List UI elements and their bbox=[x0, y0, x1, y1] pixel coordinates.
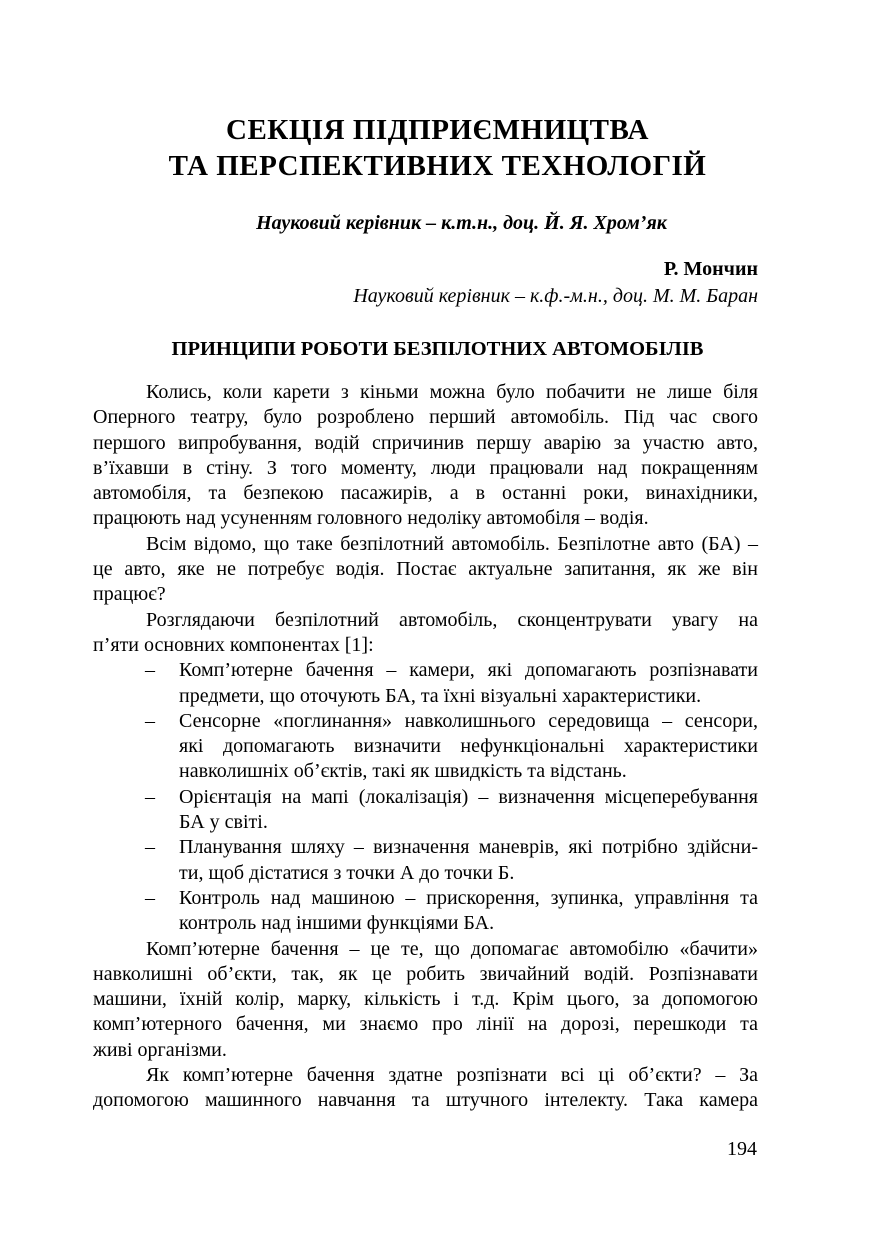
dash-bullet-marker: – bbox=[145, 886, 155, 909]
list-item-line: навколишніх об’єктів, такі як швидкість та відстань. bbox=[179, 760, 627, 783]
dash-bullet-marker: – bbox=[145, 836, 155, 859]
list-item bbox=[93, 886, 758, 937]
paragraph-line: п’яти основних компонентах [1]: bbox=[93, 633, 374, 656]
list-item-line: які допомагають визначити нефункціональні характеристики bbox=[179, 735, 758, 758]
list-item-line: Контроль над машиною – прискорення, зупинка, управління та bbox=[179, 886, 758, 909]
author-supervisor: Науковий керівник – к.ф.-м.н., доц. М. М. Баран bbox=[353, 285, 758, 307]
paragraph bbox=[93, 937, 758, 1063]
list-item-line: контроль над іншими функціями БА. bbox=[179, 912, 495, 935]
article-title: ПРИНЦИПИ РОБОТИ БЕЗПІЛОТНИХ АВТОМОБІЛІВ bbox=[171, 338, 704, 360]
paragraph bbox=[93, 532, 758, 608]
list-item bbox=[93, 785, 758, 836]
section-title-line-1: СЕКЦІЯ ПІДПРИЄМНИЦТВА bbox=[226, 114, 649, 146]
paragraph-line: живі організми. bbox=[93, 1038, 227, 1061]
section-title bbox=[0, 112, 875, 184]
component-list bbox=[93, 658, 758, 936]
paragraph-line: комп’ютерного бачення, ми знаємо про лінії на дорозі, перешкоди та bbox=[93, 1013, 758, 1036]
paragraph-line: Всім відомо, що таке безпілотний автомобіль. Безпілотне авто (БА) – bbox=[146, 532, 758, 555]
list-item-line: Орієнтація на мапі (локалізація) – визначення місцеперебування bbox=[179, 785, 758, 808]
paragraph bbox=[93, 1063, 758, 1114]
dash-bullet-marker: – bbox=[145, 709, 155, 732]
list-item-line: ти, щоб дістатися з точки А до точки Б. bbox=[179, 861, 515, 884]
paragraph-line: Колись, коли карети з кіньми можна було побачити не лише біля bbox=[146, 381, 758, 403]
paragraph-line: навколишні об’єкти, так, як це робить звичайний водій. Розпізнавати bbox=[93, 962, 758, 985]
paragraph-line: працює? bbox=[93, 583, 166, 606]
paragraph-line: Як комп’ютерне бачення здатне розпізнати всі ці об’єкти? – За bbox=[146, 1064, 758, 1087]
paragraph-line: першого випробування, водій спричинив першу аварію за участю авто, bbox=[93, 431, 758, 454]
paragraph-line: в’їхавши в стіну. З того моменту, люди працювали над покращенням bbox=[93, 456, 758, 479]
list-item-line: предмети, що оточують БА, та їхні візуальні характеристики. bbox=[179, 684, 702, 707]
list-item bbox=[93, 835, 758, 886]
paragraph bbox=[93, 608, 758, 659]
list-item-line: Сенсорне «поглинання» навколишнього середовища – сенсори, bbox=[179, 709, 758, 732]
article-body bbox=[93, 380, 758, 1114]
author-name: Р. Мончин bbox=[663, 258, 758, 280]
paragraph-line: Комп’ютерне бачення – це те, що допомагає автомобілю «бачити» bbox=[146, 937, 758, 960]
author-block bbox=[93, 256, 758, 310]
list-item bbox=[93, 709, 758, 785]
list-item-line: Комп’ютерне бачення – камери, які допомагають розпізнавати bbox=[179, 659, 758, 682]
paragraph-line: це авто, яке не потребує водія. Постає актуальне запитання, як же він bbox=[93, 558, 758, 581]
paragraph-line: машини, їхній колір, марку, кількість і т.д. Крім цього, за допомогою bbox=[93, 988, 758, 1011]
dash-bullet-marker: – bbox=[145, 659, 155, 682]
paragraph-line: автомобіля, та безпекою пасажирів, а в останні роки, винахідники, bbox=[93, 482, 758, 505]
paragraph-line: допомогою машинного навчання та штучного інтелекту. Така камера bbox=[93, 1089, 758, 1112]
section-supervisor: Науковий керівник – к.т.н., доц. Й. Я. Хром’як bbox=[256, 212, 667, 234]
paragraph-line: Розглядаючи безпілотний автомобіль, сконцентрувати увагу на bbox=[146, 608, 758, 631]
section-title-line-2: ТА ПЕРСПЕКТИВНИХ ТЕХНОЛОГІЙ bbox=[168, 150, 707, 182]
list-item bbox=[93, 658, 758, 709]
paragraph-line: Оперного театру, було розроблено перший автомобіль. Під час свого bbox=[93, 406, 758, 429]
dash-bullet-marker: – bbox=[145, 785, 155, 808]
paragraph-line: працюють над усуненням головного недоліку автомобіля – водія. bbox=[93, 507, 649, 530]
paragraph bbox=[93, 380, 758, 532]
list-item-line: БА у світі. bbox=[179, 811, 268, 834]
list-item-line: Планування шляху – визначення маневрів, які потрібно здійсни- bbox=[179, 836, 758, 859]
page-number: 194 bbox=[727, 1138, 757, 1160]
